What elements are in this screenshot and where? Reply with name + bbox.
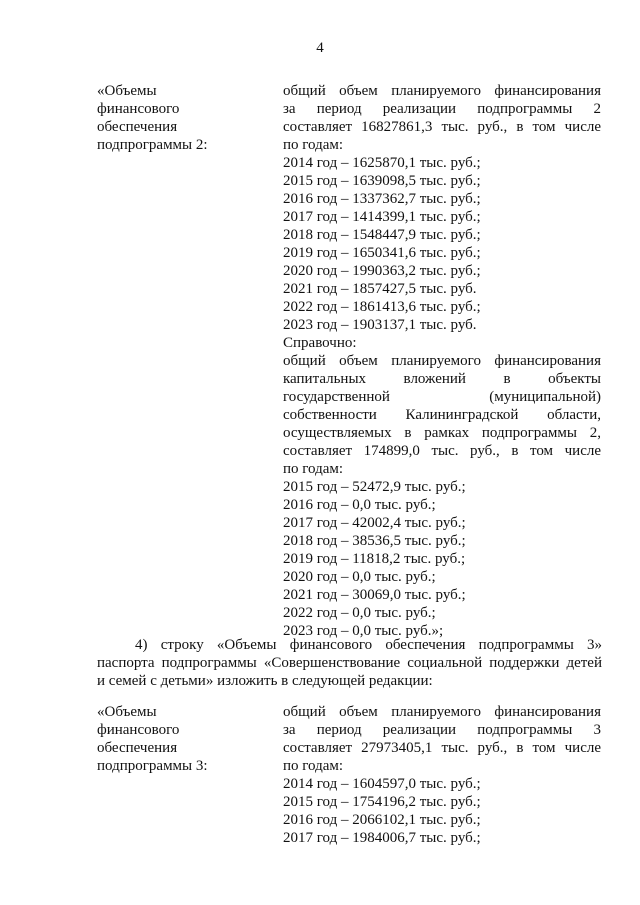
page-number: 4 xyxy=(316,40,324,56)
subprogram-2-funding-text xyxy=(283,82,601,640)
text-line: 2015 год – 1639098,5 тыс. руб.; xyxy=(283,173,481,189)
label-line: подпрограммы 2: xyxy=(97,137,208,153)
text-line: 2019 год – 11818,2 тыс. руб.; xyxy=(283,551,466,567)
text-line: осуществляемых в рамках подпрограммы 2, xyxy=(283,425,601,441)
text-line: 2019 год – 1650341,6 тыс. руб.; xyxy=(283,245,481,261)
label-line: «Объемы xyxy=(97,83,157,99)
text-line: за период реализации подпрограммы 2 xyxy=(283,101,601,117)
label-line: финансового xyxy=(97,722,180,738)
text-line: 2021 год – 30069,0 тыс. руб.; xyxy=(283,587,466,603)
label-line: «Объемы xyxy=(97,704,157,720)
text-line: 2016 год – 2066102,1 тыс. руб.; xyxy=(283,812,481,828)
text-line: общий объем планируемого финансирования xyxy=(283,353,601,369)
text-line: по годам: xyxy=(283,137,344,153)
text-line: 2016 год – 0,0 тыс. руб.; xyxy=(283,497,436,513)
text-line: 2022 год – 0,0 тыс. руб.; xyxy=(283,605,436,621)
text-line: 2022 год – 1861413,6 тыс. руб.; xyxy=(283,299,481,315)
text-line: 2020 год – 1990363,2 тыс. руб.; xyxy=(283,263,481,279)
text-line: составляет 174899,0 тыс. руб., в том числе xyxy=(283,443,601,459)
text-line: капитальных вложений в объекты xyxy=(283,371,601,387)
text-line: 2023 год – 1903137,1 тыс. руб. xyxy=(283,317,477,333)
text-line: 2014 год – 1604597,0 тыс. руб.; xyxy=(283,776,481,792)
text-line: общий объем планируемого финансирования xyxy=(283,83,601,99)
text-line: 2015 год – 1754196,2 тыс. руб.; xyxy=(283,794,481,810)
label-line: обеспечения xyxy=(97,740,178,756)
text-line: государственной (муниципальной) xyxy=(283,389,601,405)
text-line: 2020 год – 0,0 тыс. руб.; xyxy=(283,569,436,585)
text-line: собственности Калининградской области, xyxy=(283,407,601,423)
text-line: по годам: xyxy=(283,461,344,477)
paragraph-line: и семей с детьми» изложить в следующей редакции: xyxy=(97,673,433,689)
subprogram-3-label xyxy=(97,703,267,775)
text-line: общий объем планируемого финансирования xyxy=(283,704,601,720)
subprogram-2-label xyxy=(97,82,267,154)
text-line: составляет 27973405,1 тыс. руб., в том числе xyxy=(283,740,601,756)
text-line: 2018 год – 1548447,9 тыс. руб.; xyxy=(283,227,481,243)
text-line: 2023 год – 0,0 тыс. руб.»; xyxy=(283,623,444,639)
text-line: 2021 год – 1857427,5 тыс. руб. xyxy=(283,281,477,297)
text-line: по годам: xyxy=(283,758,344,774)
label-line: финансового xyxy=(97,101,180,117)
text-line: за период реализации подпрограммы 3 xyxy=(283,722,601,738)
text-line: 2017 год – 1984006,7 тыс. руб.; xyxy=(283,830,481,846)
label-line: подпрограммы 3: xyxy=(97,758,208,774)
paragraph-line: 4) строку «Объемы финансового обеспечения подпрограммы 3» xyxy=(135,637,602,653)
text-line: 2016 год – 1337362,7 тыс. руб.; xyxy=(283,191,481,207)
text-line: 2015 год – 52472,9 тыс. руб.; xyxy=(283,479,466,495)
subprogram-3-funding-text xyxy=(283,703,601,847)
text-line: Справочно: xyxy=(283,335,357,351)
text-line: 2014 год – 1625870,1 тыс. руб.; xyxy=(283,155,481,171)
text-line: составляет 16827861,3 тыс. руб., в том числе xyxy=(283,119,601,135)
text-line: 2017 год – 1414399,1 тыс. руб.; xyxy=(283,209,481,225)
label-line: обеспечения xyxy=(97,119,178,135)
text-line: 2018 год – 38536,5 тыс. руб.; xyxy=(283,533,466,549)
text-line: 2017 год – 42002,4 тыс. руб.; xyxy=(283,515,466,531)
amendment-paragraph xyxy=(97,636,602,690)
paragraph-line: паспорта подпрограммы «Совершенствование социальной поддержки детей xyxy=(97,655,602,671)
